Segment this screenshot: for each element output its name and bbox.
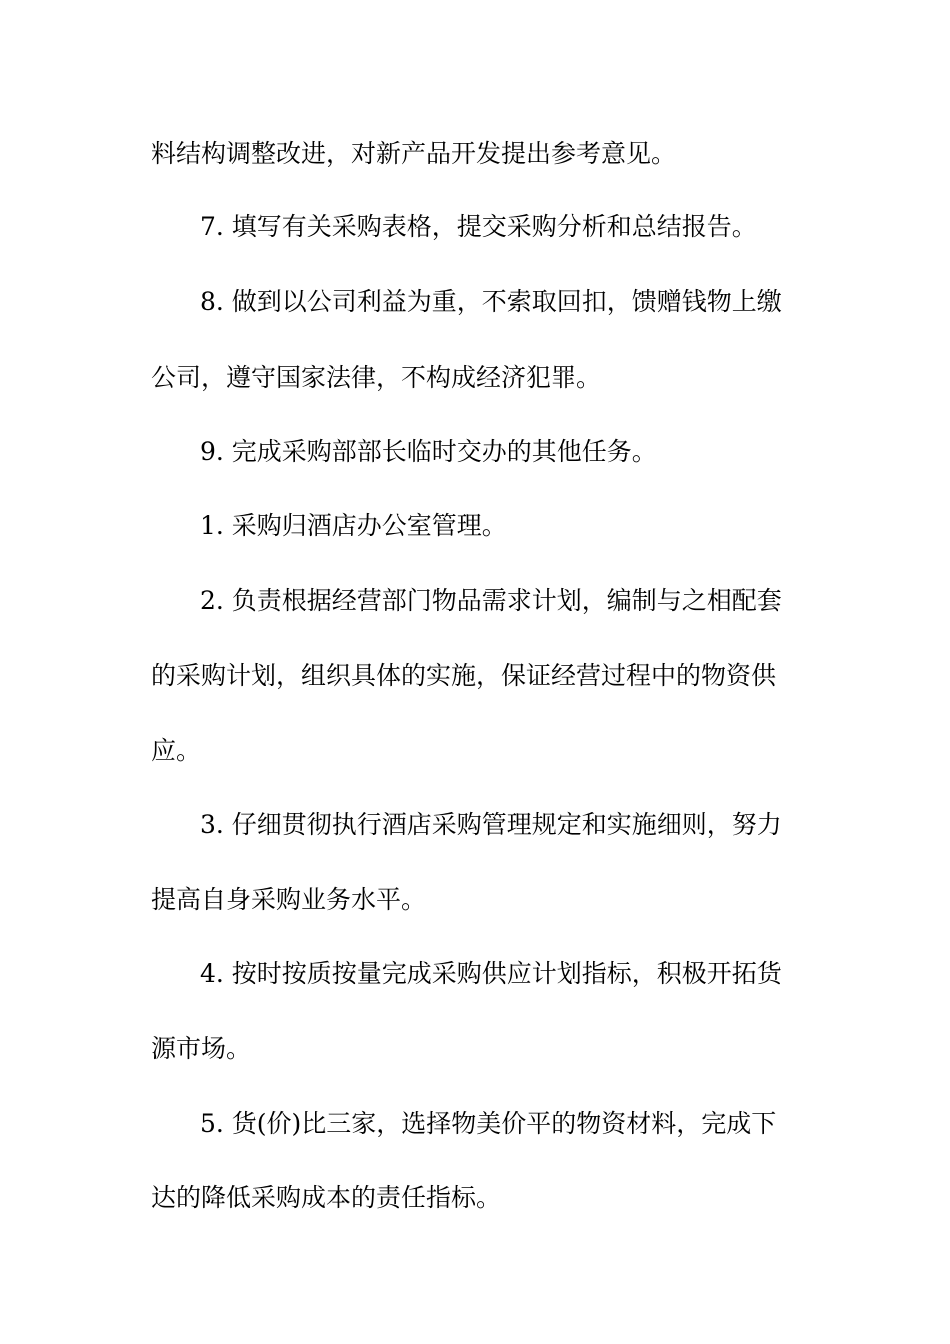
text-line: 公司，遵守国家法律，不构成经济犯罪。 (151, 363, 602, 392)
text-line: 提高自身采购业务水平。 (151, 885, 427, 914)
list-item-7: 7. 填写有关采购表格，提交采购分析和总结报告。 (200, 212, 757, 241)
list-item-4: 4. 按时按质按量完成采购供应计划指标，积极开拓货 (200, 959, 782, 988)
list-item-9: 9. 完成采购部部长临时交办的其他任务。 (200, 437, 657, 466)
text-line: 源市场。 (151, 1034, 252, 1063)
list-item-3: 3. 仔细贯彻执行酒店采购管理规定和实施细则，努力 (200, 810, 782, 839)
text-line: 达的降低采购成本的责任指标。 (151, 1183, 502, 1212)
list-item-1: 1. 采购归酒店办公室管理。 (200, 511, 507, 540)
text-line: 的采购计划，组织具体的实施，保证经营过程中的物资供 (151, 661, 777, 690)
list-item-5: 5. 货(价)比三家，选择物美价平的物资材料，完成下 (200, 1109, 777, 1138)
text-line: 应。 (151, 736, 202, 765)
text-line: 料结构调整改进，对新产品开发提出参考意见。 (151, 139, 677, 168)
list-item-8: 8. 做到以公司利益为重，不索取回扣，馈赠钱物上缴 (200, 287, 782, 316)
list-item-2: 2. 负责根据经营部门物品需求计划，编制与之相配套 (200, 586, 782, 615)
